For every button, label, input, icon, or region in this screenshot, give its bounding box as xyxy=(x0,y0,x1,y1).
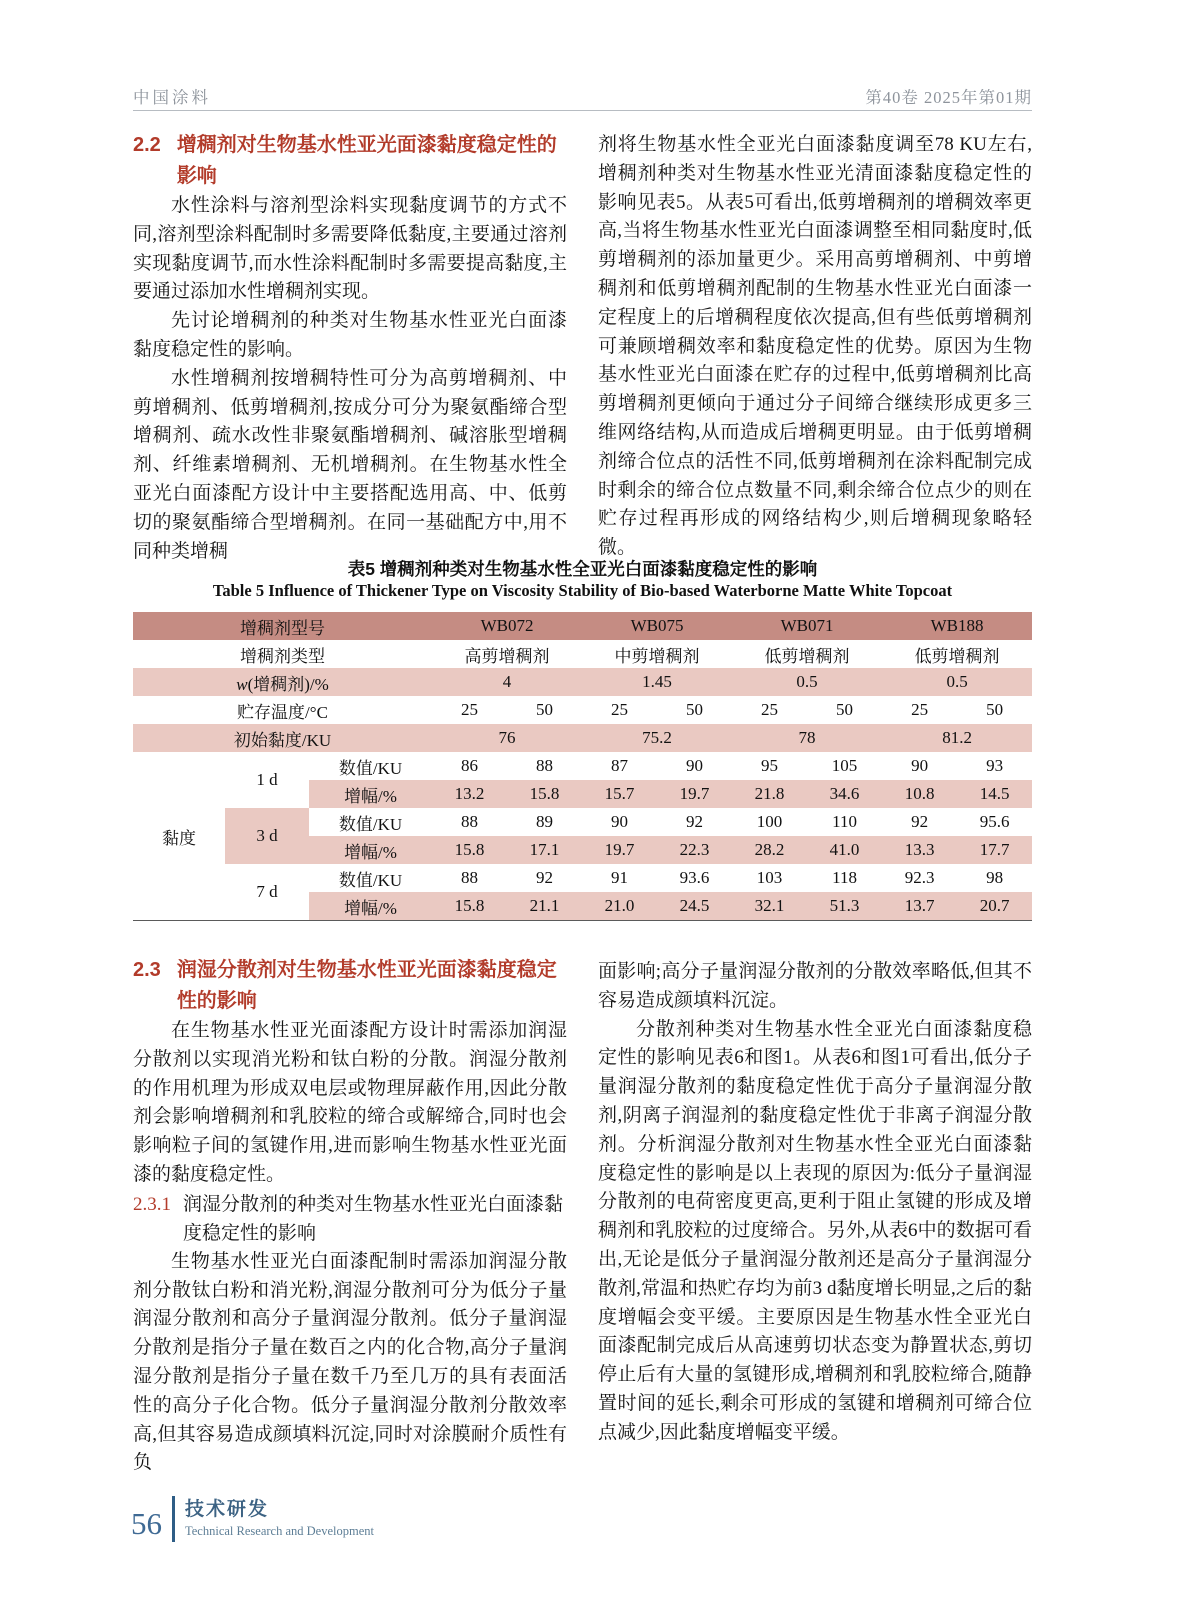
cell: 95.6 xyxy=(979,812,1010,831)
cell: 25 xyxy=(461,700,479,719)
cell: 17.7 xyxy=(957,836,1032,864)
cell: 25 xyxy=(761,700,779,719)
cell: 0.5 xyxy=(732,668,882,696)
cell: 103 xyxy=(756,868,783,887)
cell: 21.1 xyxy=(507,892,582,921)
cell: 100 xyxy=(756,812,783,831)
right-column-bottom xyxy=(598,958,1032,1448)
cell: 93.6 xyxy=(679,868,710,887)
footer-column-en: Technical Research and Development xyxy=(185,1523,374,1538)
cell: 25 xyxy=(611,700,629,719)
day-label: 7 d xyxy=(256,882,278,901)
metric-label: 数值/KU xyxy=(338,758,403,778)
left-column-top xyxy=(133,130,567,566)
cell: 19.7 xyxy=(657,780,732,808)
table-row xyxy=(133,864,1032,892)
section-2-3-heading xyxy=(133,955,567,1017)
cell: 34.6 xyxy=(807,780,882,808)
cell: 76 xyxy=(432,724,582,752)
row-label: 增稠剂型号 xyxy=(133,612,432,640)
cell: 50 xyxy=(686,700,704,719)
cell: 90 xyxy=(911,756,929,775)
metric-label: 增幅/% xyxy=(309,780,432,808)
day-label: 3 d xyxy=(225,808,309,864)
table5 xyxy=(133,612,1032,921)
section-2-3-1-heading xyxy=(133,1190,567,1248)
day-label: 1 d xyxy=(256,770,278,789)
cell: 20.7 xyxy=(957,892,1032,921)
cell: 89 xyxy=(536,812,554,831)
right-column-top xyxy=(598,131,1032,563)
cell: 21.8 xyxy=(732,780,807,808)
cell: 92 xyxy=(686,812,704,831)
cell: 91 xyxy=(611,868,629,887)
cell: 中剪增稠剂 xyxy=(614,646,700,666)
cell: 13.7 xyxy=(882,892,957,921)
cell: 10.8 xyxy=(882,780,957,808)
cell: 28.2 xyxy=(732,836,807,864)
header-rule xyxy=(133,110,1032,111)
cell: 15.8 xyxy=(432,836,507,864)
metric-label: 数值/KU xyxy=(338,814,403,834)
journal-name: 中国涂料 xyxy=(133,88,211,107)
cell: 24.5 xyxy=(657,892,732,921)
section-2-3-title: 润湿分散剂对生物基水性亚光面漆黏度稳定性的影响 xyxy=(176,959,557,1012)
section-2-3-1-number: 2.3.1 xyxy=(133,1193,171,1215)
cell: 19.7 xyxy=(582,836,657,864)
paragraph: 水性涂料与溶剂型涂料实现黏度调节的方式不同,溶剂型涂料配制时多需要降低黏度,主要通过溶剂实现黏度调节,而水性涂料配制时多需要提高黏度,主要通过添加水性增稠剂实现。 xyxy=(133,195,567,303)
cell: 4 xyxy=(432,668,582,696)
cell: 21.0 xyxy=(582,892,657,921)
section-2-3-1-title: 润湿分散剂的种类对生物基水性亚光白面漆黏度稳定性的影响 xyxy=(183,1193,564,1244)
cell: 90 xyxy=(611,812,629,831)
metric-label: 增幅/% xyxy=(309,892,432,921)
metric-label: 数值/KU xyxy=(338,870,403,890)
cell: 13.3 xyxy=(882,836,957,864)
cell: 50 xyxy=(836,700,854,719)
section-2-2-number: 2.2 xyxy=(133,134,161,156)
section-2-2-heading xyxy=(133,130,567,192)
cell: 92.3 xyxy=(904,868,935,887)
table-row xyxy=(133,696,1032,724)
cell: 88 xyxy=(461,812,479,831)
cell: 86 xyxy=(461,756,479,775)
table-row xyxy=(133,724,1032,752)
cell: WB071 xyxy=(732,612,882,640)
paragraph-continuation: 面影响;高分子量润湿分散剂的分散效率略低,但其不容易造成颜填料沉淀。 xyxy=(598,961,1032,1011)
page-footer xyxy=(131,1496,374,1542)
row-label: 初始黏度/KU xyxy=(133,724,432,752)
cell: 105 xyxy=(831,756,858,775)
cell: 88 xyxy=(461,868,479,887)
metric-label: 增幅/% xyxy=(309,836,432,864)
cell: 90 xyxy=(686,756,704,775)
cell: 93 xyxy=(986,756,1004,775)
cell: 15.8 xyxy=(432,892,507,921)
cell: 13.2 xyxy=(432,780,507,808)
cell: 41.0 xyxy=(807,836,882,864)
cell: 51.3 xyxy=(807,892,882,921)
paragraph-continuation: 剂将生物基水性全亚光白面漆黏度调至78 KU左右,增稠剂种类对生物基水性亚光清面漆黏度稳定性的影响见表5。从表5可看出,低剪增稠剂的增稠效率更高,当将生物基水性亚光白面漆调整至相同黏度时,低剪增稠剂的添加量更少。采用高剪增稠剂、中剪增稠剂和低剪增稠剂配制的生物基水性亚光白面漆一定程度上的后增稠程度依次提高,但有些低剪增稠剂可兼顾增稠效率和黏度稳定性的优势。原因为生物基水性亚光白面漆在贮存的过程中,低剪增稠剂比高剪增稠剂更倾向于通过分子间缔合继续形成更多三维网络结构,从而造成后增稠更明显。由于低剪增稠剂缔合位点的活性不同,低剪增稠剂在涂料配制完成时剩余的缔合位点数量不同,剩余缔合位点少的则在贮存过程再形成的网络结构少,则后增稠现象略轻微。 xyxy=(598,134,1032,559)
dosage-label: (增稠剂)/% xyxy=(247,674,329,694)
viscosity-label: 黏度 xyxy=(162,828,196,848)
cell: 118 xyxy=(832,868,857,887)
paragraph: 水性增稠剂按增稠特性可分为高剪增稠剂、中剪增稠剂、低剪增稠剂,按成分可分为聚氨酯缔合型增稠剂、疏水改性非聚氨酯增稠剂、碱溶胀型增稠剂、纤维素增稠剂、无机增稠剂。在生物基水性全亚光白面漆配方设计中主要搭配选用高、中、低剪切的聚氨酯缔合型增稠剂。在同一基础配方中,用不同种类增稠 xyxy=(133,367,567,562)
cell: 15.7 xyxy=(582,780,657,808)
cell: 92 xyxy=(911,812,929,831)
cell: 110 xyxy=(832,812,857,831)
cell: 1.45 xyxy=(582,668,732,696)
cell: 88 xyxy=(536,756,554,775)
section-2-3-number: 2.3 xyxy=(133,959,161,981)
cell: WB075 xyxy=(582,612,732,640)
cell: 87 xyxy=(611,756,629,775)
dosage-symbol: w xyxy=(236,674,248,694)
left-column-bottom xyxy=(133,955,567,1478)
issue-info: 第40卷 2025年第01期 xyxy=(865,88,1032,107)
cell: 低剪增稠剂 xyxy=(914,646,1000,666)
cell: 22.3 xyxy=(657,836,732,864)
table-row xyxy=(133,808,1032,836)
paragraph: 分散剂种类对生物基水性全亚光白面漆黏度稳定性的影响见表6和图1。从表6和图1可看出,低分子量润湿分散剂的黏度稳定性优于高分子量润湿分散剂,阴离子润湿剂的黏度稳定性优于非离子润湿分散剂。分析润湿分散剂对生物基水性全亚光白面漆黏度稳定性的影响是以上表现的原因为:低分子量润湿分散剂的电荷密度更高,更利于阻止氢键的形成及增稠剂和乳胶粒的过度缔合。另外,从表6中的数据可看出,无论是低分子量润湿分散剂还是高分子量润湿分散剂,常温和热贮存均为前3 d黏度增长明显,之后的黏度增幅会变平缓。主要原因是生物基水性全亚光白面漆配制完成后从高速剪切状态变为静置状态,剪切停止后有大量的氢键形成,增稠剂和乳胶粒缔合,随静置时间的延长,剩余可形成的氢键和增稠剂可缔合位点减少,因此黏度增幅变平缓。 xyxy=(598,1018,1032,1443)
table-row xyxy=(133,668,1032,696)
cell: 92 xyxy=(536,868,554,887)
table-row xyxy=(133,752,1032,780)
table5-caption-zh: 表5 增稠剂种类对生物基水性全亚光白面漆黏度稳定性的影响 xyxy=(347,559,818,579)
cell: 15.8 xyxy=(507,780,582,808)
table-row xyxy=(133,640,1032,668)
table-row xyxy=(133,612,1032,640)
running-head xyxy=(133,84,1032,108)
row-label: 贮存温度/°C xyxy=(237,702,328,722)
cell: 75.2 xyxy=(582,724,732,752)
cell: 81.2 xyxy=(882,724,1032,752)
cell: 50 xyxy=(986,700,1004,719)
cell: 0.5 xyxy=(882,668,1032,696)
cell: 17.1 xyxy=(507,836,582,864)
paragraph: 先讨论增稠剂的种类对生物基水性亚光白面漆黏度稳定性的影响。 xyxy=(133,310,567,360)
paragraph: 生物基水性亚光白面漆配制时需添加润湿分散剂分散钛白粉和消光粉,润湿分散剂可分为低分子量润湿分散剂和高分子量润湿分散剂。低分子量润湿分散剂是指分子量在数百之内的化合物,高分子量润湿分散剂是指分子量在数千乃至几万的具有表面活性的高分子化合物。低分子量润湿分散剂分散效率高,但其容易造成颜填料沉淀,同时对涂膜耐介质性有负 xyxy=(133,1250,567,1474)
page-number: 56 xyxy=(131,1505,162,1541)
cell: WB188 xyxy=(882,612,1032,640)
footer-column-zh: 技术研发 xyxy=(185,1498,270,1520)
footer-divider-bar xyxy=(172,1496,175,1542)
table5-caption-en: Table 5 Influence of Thickener Type on Viscosity Stability of Bio-based Waterborne Matte White Topcoat xyxy=(212,581,953,600)
cell: 78 xyxy=(732,724,882,752)
cell: 25 xyxy=(911,700,929,719)
cell: 低剪增稠剂 xyxy=(764,646,850,666)
footer-column-block xyxy=(185,1498,374,1540)
cell: 98 xyxy=(986,868,1004,887)
cell: 95 xyxy=(761,756,779,775)
cell: WB072 xyxy=(432,612,582,640)
cell: 32.1 xyxy=(732,892,807,921)
paragraph: 在生物基水性亚光面漆配方设计时需添加润湿分散剂以实现消光粉和钛白粉的分散。润湿分散剂的作用机理为形成双电层或物理屏蔽作用,因此分散剂会影响增稠剂和乳胶粒的缔合或解缔合,同时也会影响粒子间的氢键作用,进而影响生物基水性亚光面漆的黏度稳定性。 xyxy=(133,1020,567,1185)
row-label xyxy=(133,668,432,696)
section-2-2-title: 增稠剂对生物基水性亚光面漆黏度稳定性的影响 xyxy=(176,134,557,187)
cell: 高剪增稠剂 xyxy=(464,646,550,666)
row-label: 增稠剂类型 xyxy=(240,646,325,666)
cell: 50 xyxy=(536,700,554,719)
cell: 14.5 xyxy=(957,780,1032,808)
